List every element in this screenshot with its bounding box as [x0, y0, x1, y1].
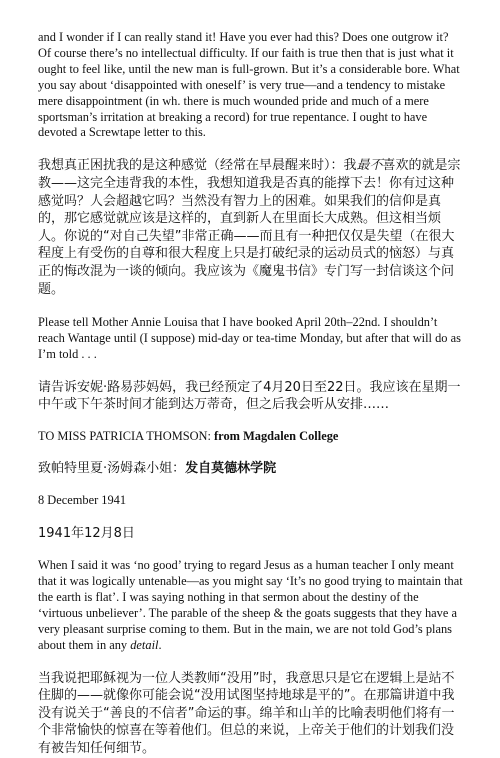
paragraph-chinese-3: 当我说把耶稣视为一位人类教师“没用”时，我意思只是它在逻辑上是站不住脚的——就像你可能会说“没用试图坚持地球是平的”。在那篇讲道中我没有说关于“善良的不信者”命运的事。绵羊和山羊的比喻表明他们将有一个非常愉快的惊喜在等着他们。但总的来说，上帝关于他们的计划我们没有被告知任何细节。 — [38, 670, 455, 757]
letter-date-chinese: 1941年12月8日 — [38, 525, 135, 541]
paragraph-chinese-2: 请告诉安妮·路易莎妈妈，我已经预定了4月20日至22日。我应该在星期一中午或下午茶时间才能到达万蒂奇，但之后我会听从安排…… — [38, 379, 461, 413]
paragraph-chinese-1 — [38, 157, 464, 298]
letter-heading-english — [38, 429, 464, 445]
letter-heading-english-origin: from Magdalen College — [214, 429, 339, 444]
paragraph-chinese-1-part-a: 我想真正困扰我的是这种感觉（经常在早晨醒来时）：我 — [38, 158, 357, 174]
letter-heading-chinese-prefix: 致帕特里夏·汤姆森小姐： — [38, 461, 186, 477]
paragraph-english-3-emphasis: detail — [130, 637, 159, 652]
paragraph-chinese-1-part-b: 喜欢的就是宗教——这完全违背我的本性，我想知道我是否真的能撑下去！你有过这种感觉吗？人会超越它吗？当然没有智力上的困难。如果我们的信仰是真的，那它感觉就应该是这样的，直到新人在里面长大成熟。但这相当烦人。你说的“对自己失望”非常正确——而且有一种把仅仅是失望（在很大程度上有受伤的自尊和很大程度上只是打破纪录的运动员式的恼怒）与真正的悔改混为一谈的倾向。我应该为《魔鬼书信》专门写一封信谈这个问题。 — [38, 158, 461, 297]
paragraph-english-3-part-b: . — [158, 637, 162, 652]
letter-heading-chinese-origin: 发自莫德林学院 — [185, 461, 277, 477]
document-page — [38, 30, 464, 758]
paragraph-chinese-1-emphasis: 最不 — [356, 158, 383, 174]
paragraph-english-1: and I wonder if I can really stand it! Have you ever had this? Does one outgrow it? Of course there’s no intellectual difficulty. If our faith is true then that is just what it ought to feel like, until the new man is full-grown. But it’s a considerable bore. What you say about ‘disappointed with oneself’ is very true—and a tendency to mistake mere disappointment (in wh. there is much wounded pride and much of a mere sportsman’s irritation at breaking a record) for true repentance. I ought to have devoted a Screwtape letter to this. — [38, 30, 460, 140]
letter-date-english: 8 December 1941 — [38, 492, 127, 507]
paragraph-english-3 — [38, 558, 464, 653]
paragraph-english-3-part-a: When I said it was ‘no good’ trying to regard Jesus as a human teacher I only meant that it was logically untenable—as you might say ‘It’s no good trying to maintain that the earth is flat’. I was saying nothing in that sermon about the destiny of the ‘virtuous unbeliever’. The parable of the sheep & the goats suggests that they have a very pleasant surprise coming to them. But in the main, we are not told God’s plans about them in any — [38, 558, 463, 652]
letter-heading-english-prefix: TO MISS PATRICIA THOMSON: — [38, 429, 215, 444]
paragraph-english-2: Please tell Mother Annie Louisa that I have booked April 20th–22nd. I shouldn’t reach Wantage until (I suppose) mid-day or tea-time Monday, but after that will do as I’m told . . . — [38, 315, 461, 361]
letter-heading-chinese — [38, 460, 464, 478]
